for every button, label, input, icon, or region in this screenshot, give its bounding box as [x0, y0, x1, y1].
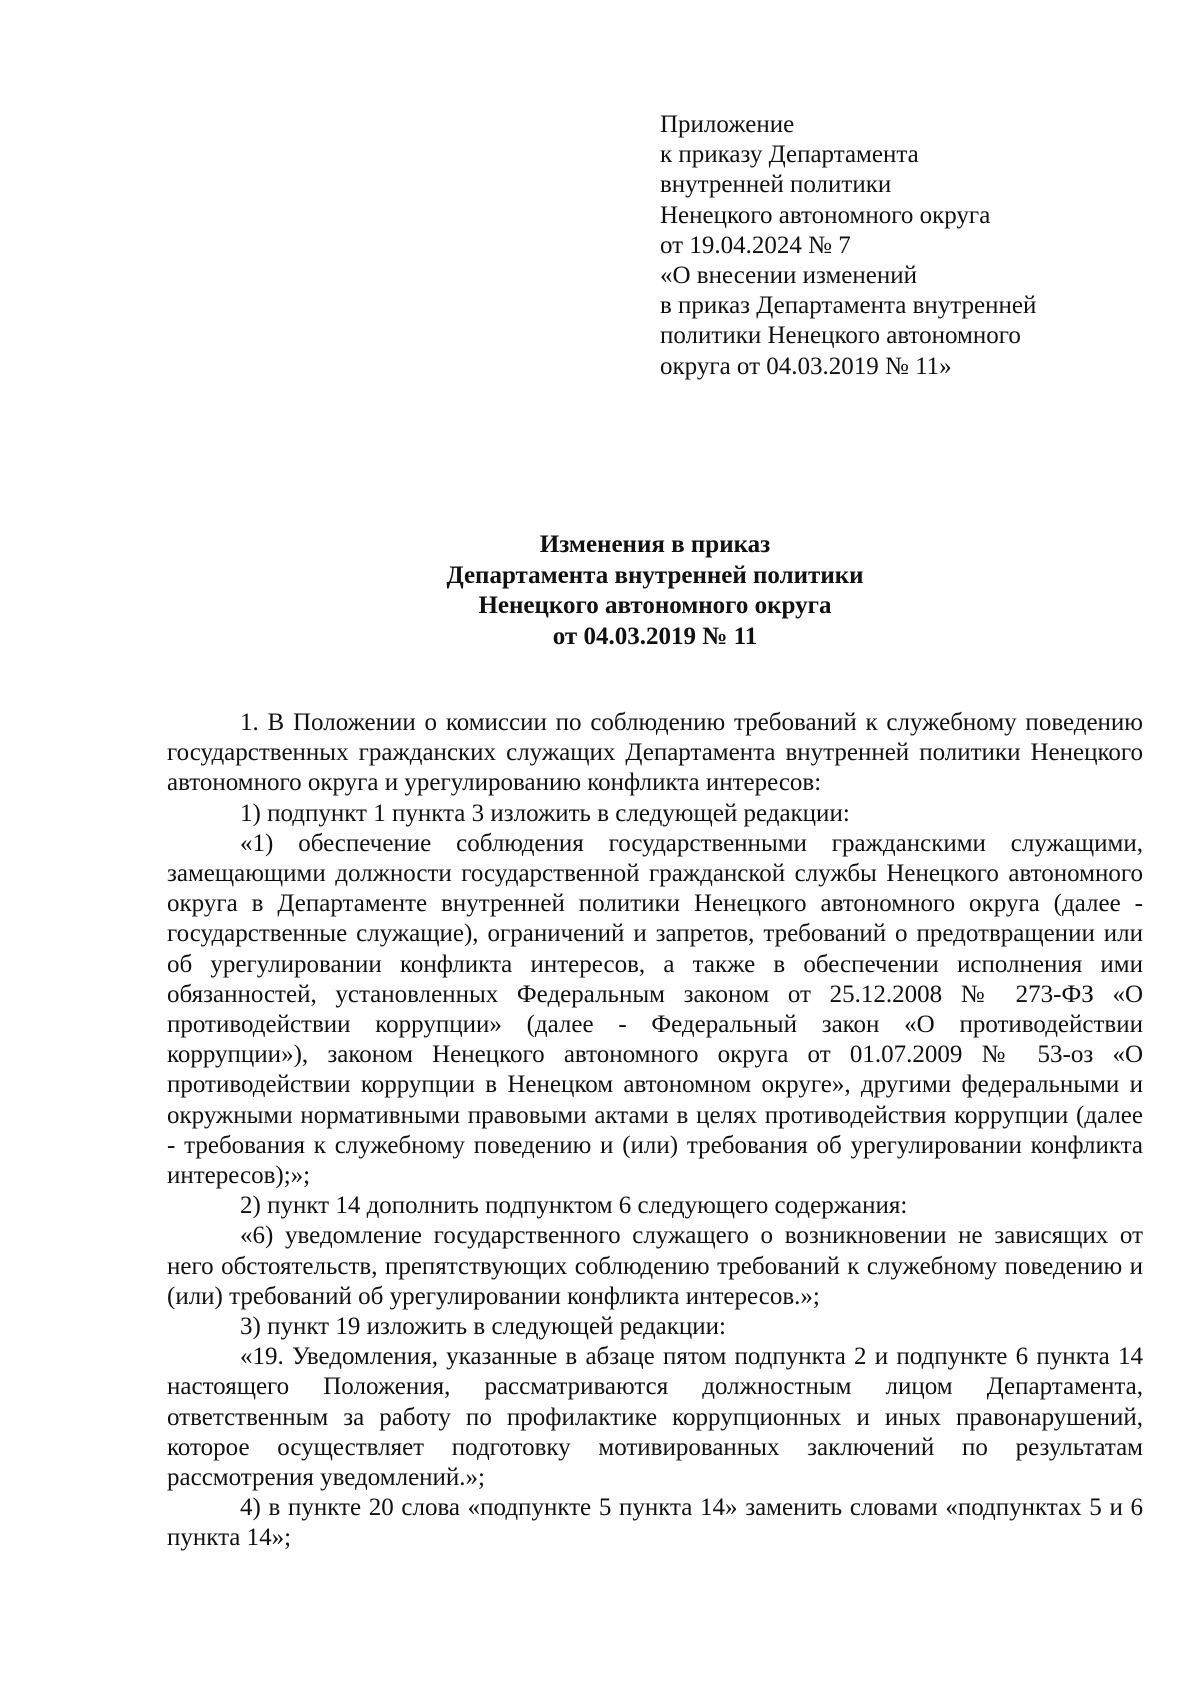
attachment-line-4: Ненецкого автономного округа — [660, 201, 991, 229]
paragraph-3: «1) обеспечение соблюдения государственными гражданскими служащими, замещающими должности государственной гражданской службы Ненецкого автономного округа в Департаменте внутренней политики Ненецкого автономного округа (далее - государственные служащие), ограничений и запретов, требований о предотвращении или об урегулировании конфликта интересов, а также в обеспечении исполнения ими обязанностей, установленных Федеральным законом от 25.12.2008 № 273-ФЗ «О противодействии коррупции» (далее - Федеральный закон «О противодействии коррупции»), законом Ненецкого автономного округа от 01.07.2009 № 53-оз «О противодействии коррупции в Ненецком автономном округе», другими федеральными и окружными нормативными правовыми актами в целях противодействия коррупции (далее - требования к служебному поведению и (или) требования об урегулировании конфликта интересов);»; — [167, 829, 1143, 1190]
paragraph-6: 3) пункт 19 изложить в следующей редакции: — [240, 1313, 726, 1341]
attachment-line-6: «О внесении изменений — [660, 262, 918, 290]
title-line-2: Департамента внутренней политики — [446, 561, 864, 589]
paragraph-1: 1. В Положении о комиссии по соблюдению требований к служебному поведению государственных гражданских служащих Департамента внутренней политики Ненецкого автономного округа и урегулированию конфликта интересов: — [167, 709, 1143, 797]
attachment-line-3: внутренней политики — [660, 171, 892, 199]
paragraph-8: 4) в пункте 20 слова «подпункте 5 пункта 14» заменить словами «подпунктах 5 и 6 пункта 14»; — [167, 1494, 1143, 1552]
attachment-line-5: от 19.04.2024 № 7 — [660, 231, 851, 259]
document-body — [167, 708, 1143, 1554]
title-line-3: Ненецкого автономного округа — [478, 592, 832, 619]
title-line-4: от 04.03.2019 № 11 — [552, 622, 758, 650]
attachment-block — [660, 110, 1140, 382]
paragraph-5: «6) уведомление государственного служащего о возникновении не зависящих от него обстоятельств, препятствующих соблюдению требований к служебному поведению и (или) требований об урегулировании конфликта интересов.»; — [167, 1222, 1143, 1310]
document-title — [0, 530, 1200, 652]
attachment-line-7: в приказ Департамента внутренней — [660, 292, 1037, 320]
title-line-1: Изменения в приказ — [539, 531, 771, 558]
attachment-line-9: округа от 04.03.2019 № 11» — [660, 352, 952, 380]
attachment-line-8: политики Ненецкого автономного — [660, 322, 1021, 350]
paragraph-4: 2) пункт 14 дополнить подпунктом 6 следующего содержания: — [240, 1192, 908, 1220]
attachment-line-2: к приказу Департамента — [660, 141, 919, 169]
paragraph-2: 1) подпункт 1 пункта 3 изложить в следующей редакции: — [240, 799, 850, 827]
paragraph-7: «19. Уведомления, указанные в абзаце пятом подпункта 2 и подпункте 6 пункта 14 настоящего Положения, рассматриваются должностным лицом Департамента, ответственным за работу по профилактике коррупционных и иных правонарушений, которое осуществляет подготовку мотивированных заключений по результатам рассмотрения уведомлений.»; — [167, 1343, 1143, 1492]
attachment-line-1: Приложение — [660, 111, 795, 138]
